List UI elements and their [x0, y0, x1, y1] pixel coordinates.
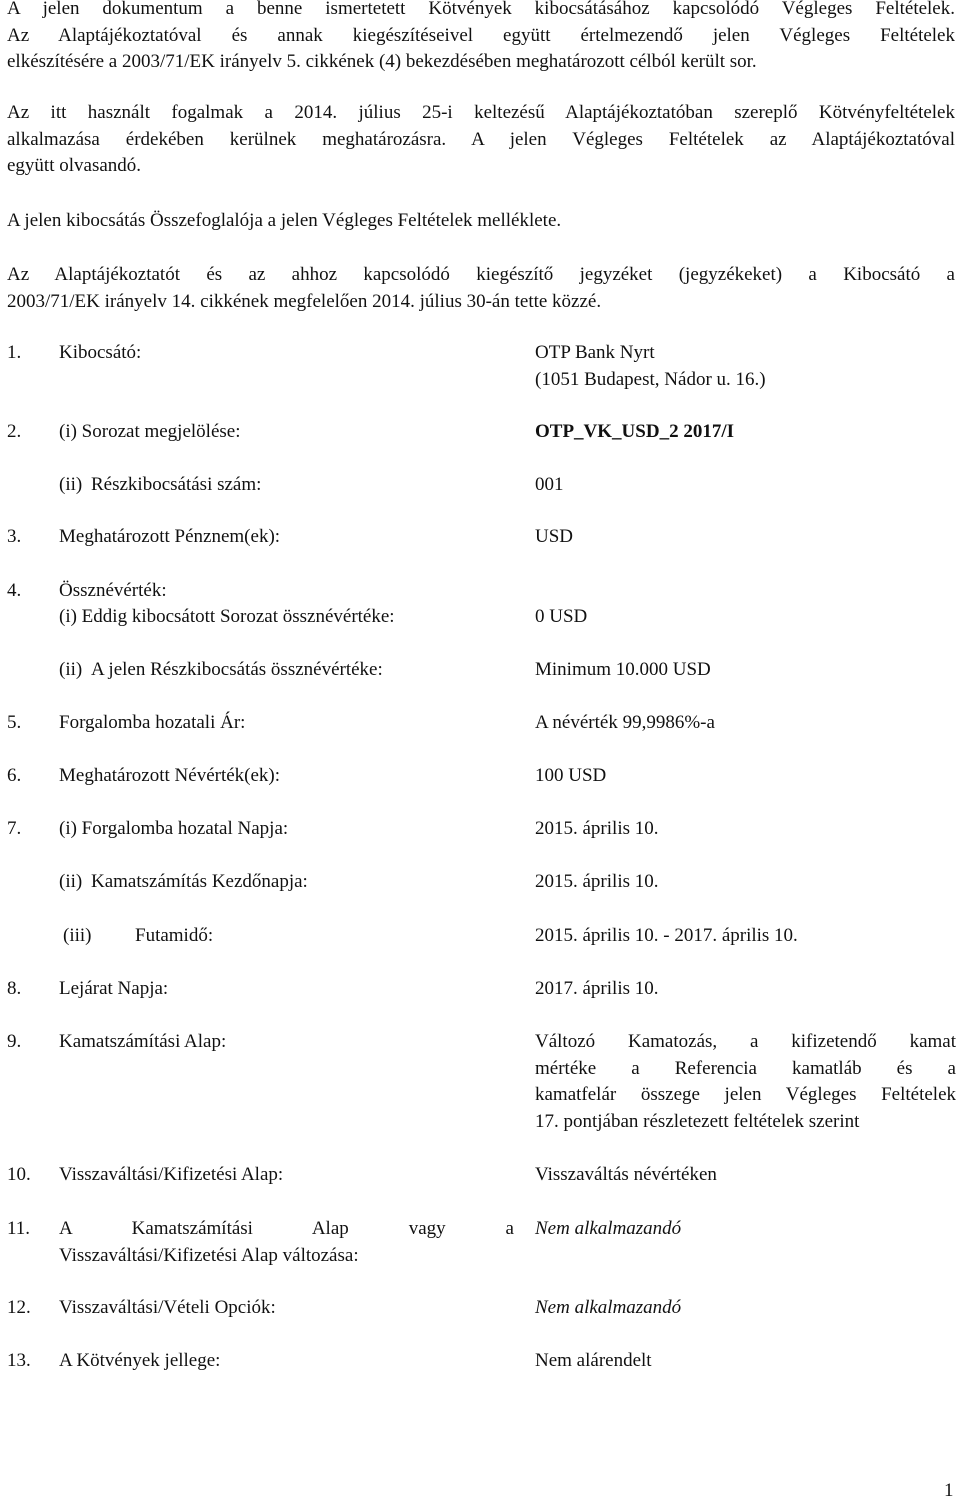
- item-3-currency: [0, 524, 960, 551]
- item-number: 2.: [7, 421, 22, 442]
- item-sub-label: [59, 657, 383, 684]
- sub-number: (ii): [59, 871, 83, 892]
- item-label: Meghatározott Pénznem(ek):: [59, 526, 281, 547]
- item-10-redemption-basis: [0, 1162, 960, 1189]
- item-number: 1.: [7, 342, 22, 363]
- value-line: 17. pontjában részletezett feltételek szerint: [535, 1110, 860, 1132]
- item-value: USD: [535, 526, 574, 547]
- item-value: Nem alkalmazandó: [535, 1297, 682, 1318]
- item-13-status: [0, 1348, 960, 1375]
- item-value: [535, 1029, 956, 1135]
- item-11-basis-change: [0, 1216, 960, 1266]
- sub-number: (ii): [59, 659, 83, 680]
- label-line: A Kamatszámítási Alap vagy a: [59, 1218, 514, 1239]
- item-7-issue-date: [0, 816, 960, 843]
- item-value: Nem alárendelt: [535, 1350, 652, 1371]
- item-sub-label: [59, 869, 308, 896]
- item-4-series-aggregate: [0, 604, 960, 631]
- item-number: 13.: [7, 1350, 31, 1371]
- intro-line: elkészítésére a 2003/71/EK irányelv 5. cikkének (4) bekezdésében meghatározott célból került sor.: [7, 51, 757, 72]
- item-number: 4.: [7, 580, 22, 601]
- item-1-issuer-address: [0, 367, 960, 394]
- item-label: Lejárat Napja:: [59, 978, 169, 999]
- intro-line: A jelen dokumentum a benne ismertetett Kötvények kibocsátásához kapcsolódó Végleges Feltételek.: [7, 0, 955, 19]
- item-sub-label: [59, 472, 261, 499]
- intro-line: Az itt használt fogalmak a 2014. július 25-i keltezésű Alaptájékoztatóban szereplő Kötvényfeltételek: [7, 102, 955, 123]
- item-12-call-options: [0, 1295, 960, 1322]
- item-value: A névérték 99,9986%-a: [535, 712, 715, 733]
- item-1-issuer: [0, 340, 960, 367]
- item-7-interest-start: [0, 869, 960, 896]
- item-2-series: [0, 419, 960, 446]
- item-number: 5.: [7, 712, 22, 733]
- item-sub-label: (i) Eddig kibocsátott Sorozat össznévértéke:: [59, 606, 395, 627]
- value-line: kamatfelár összege jelen Végleges Feltételek: [535, 1084, 956, 1105]
- item-label: Visszaváltási/Kifizetési Alap:: [59, 1164, 284, 1185]
- sub-label-text: Részkibocsátási szám:: [91, 474, 262, 495]
- item-2-tranche: [0, 472, 960, 499]
- intro-line: Az Alaptájékoztatóval és annak kiegészítéseivel együtt értelmezendő jelen Végleges Feltételek: [7, 24, 955, 46]
- intro-line: 2003/71/EK irányelv 14. cikkének megfelelően 2014. július 30-án tette közzé.: [7, 290, 602, 312]
- item-number: 8.: [7, 978, 22, 999]
- sub-label-text: Kamatszámítás Kezdőnapja:: [91, 871, 308, 892]
- item-label: Kibocsátó:: [59, 342, 142, 363]
- item-value: 2015. április 10.: [535, 818, 659, 839]
- item-number: 6.: [7, 765, 22, 786]
- intro-paragraph-1: [7, 0, 955, 76]
- page-number: 1: [944, 1480, 954, 1501]
- intro-line: Az Alaptájékoztatót és az ahhoz kapcsolódó kiegészítő jegyzéket (jegyzékeket) a Kibocsátó a: [7, 264, 955, 285]
- item-value: 001: [535, 474, 564, 495]
- value-line: mértéke a Referencia kamatláb és a: [535, 1057, 956, 1079]
- item-value: Visszaváltás névértéken: [535, 1164, 717, 1185]
- item-value: (1051 Budapest, Nádor u. 16.): [535, 369, 766, 390]
- item-sub-label: [63, 923, 213, 950]
- item-value: 2015. április 10.: [535, 871, 659, 892]
- item-number: 12.: [7, 1297, 31, 1318]
- item-number: 10.: [7, 1164, 31, 1185]
- item-label: Forgalomba hozatali Ár:: [59, 712, 246, 733]
- item-value: 2015. április 10. - 2017. április 10.: [535, 925, 798, 946]
- sub-number: (iii): [63, 925, 92, 946]
- label-line: Visszaváltási/Kifizetési Alap változása:: [59, 1244, 359, 1266]
- item-4-tranche-aggregate: [0, 657, 960, 684]
- intro-line: A jelen kibocsátás Összefoglalója a jelen Végleges Feltételek melléklete.: [7, 210, 562, 231]
- item-label: Visszaváltási/Vételi Opciók:: [59, 1297, 276, 1318]
- intro-paragraph-4: [7, 262, 955, 315]
- item-value: Minimum 10.000 USD: [535, 659, 711, 680]
- item-label: Meghatározott Névérték(ek):: [59, 765, 281, 786]
- item-9-interest-basis: [0, 1029, 960, 1132]
- sub-number: (ii): [59, 474, 83, 495]
- item-label: [59, 1216, 514, 1269]
- item-label: (i) Sorozat megjelölése:: [59, 421, 241, 442]
- item-5-issue-price: [0, 710, 960, 737]
- item-7-tenor: [0, 923, 960, 950]
- item-label: Össznévérték:: [59, 580, 167, 601]
- item-8-maturity: [0, 976, 960, 1003]
- intro-paragraph-3: [7, 208, 955, 235]
- item-label: A Kötvények jellege:: [59, 1350, 221, 1371]
- item-number: 3.: [7, 526, 22, 547]
- item-value: 0 USD: [535, 606, 588, 627]
- item-value: Nem alkalmazandó: [535, 1218, 682, 1239]
- item-number: 11.: [7, 1218, 31, 1239]
- item-value: 2017. április 10.: [535, 978, 659, 999]
- item-value: OTP Bank Nyrt: [535, 342, 655, 363]
- intro-paragraph-2: [7, 100, 955, 180]
- sub-label-text: A jelen Részkibocsátás össznévértéke:: [91, 659, 383, 680]
- item-label: (i) Forgalomba hozatal Napja:: [59, 818, 289, 839]
- item-label: Kamatszámítási Alap:: [59, 1031, 227, 1052]
- item-4-aggregate: [0, 578, 960, 605]
- value-line: Változó Kamatozás, a kifizetendő kamat: [535, 1031, 956, 1052]
- sub-label-text: Futamidő:: [135, 925, 214, 946]
- intro-line: együtt olvasandó.: [7, 155, 142, 176]
- item-6-denomination: [0, 763, 960, 790]
- intro-line: alkalmazása érdekében kerülnek meghatározásra. A jelen Végleges Feltételek az Alaptájékoztatóval: [7, 128, 955, 150]
- item-value: OTP_VK_USD_2 2017/I: [535, 421, 734, 442]
- item-value: 100 USD: [535, 765, 607, 786]
- item-number: 9.: [7, 1031, 22, 1052]
- item-number: 7.: [7, 818, 22, 839]
